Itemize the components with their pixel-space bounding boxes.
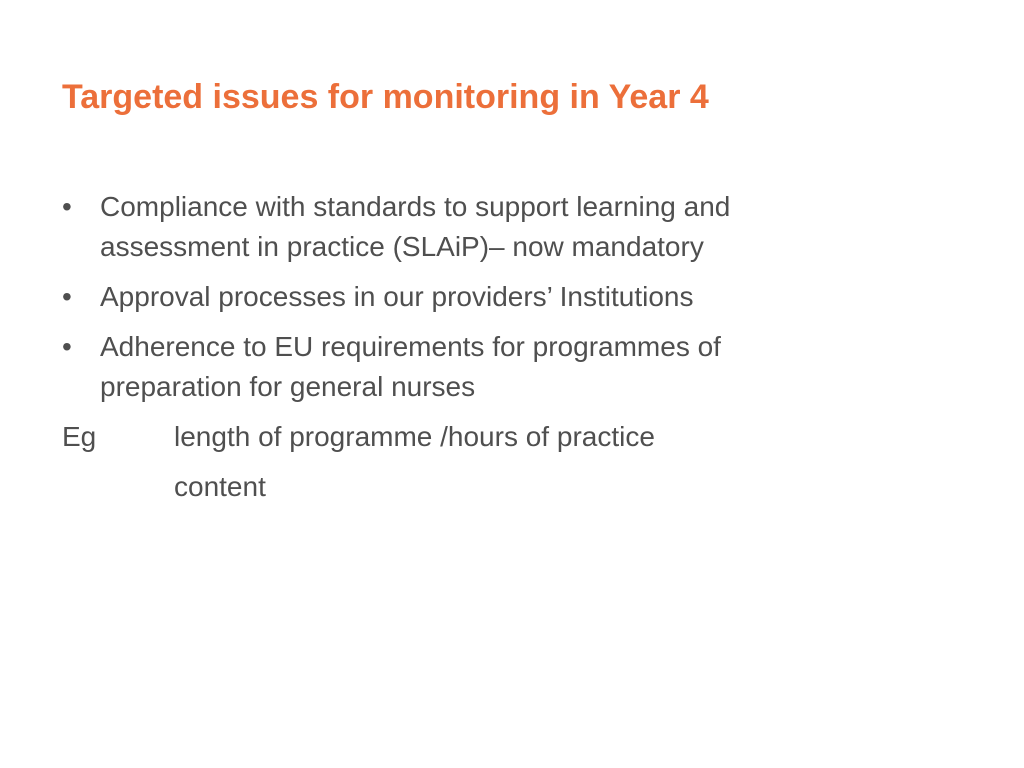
- bullet-dot-icon: •: [62, 331, 72, 362]
- example-item: length of programme /hours of practice: [174, 421, 655, 452]
- bullet-item: [62, 327, 942, 407]
- example-row: [62, 417, 942, 457]
- example-row: [62, 467, 942, 507]
- slide-body: [62, 187, 942, 517]
- bullet-text-line: Compliance with standards to support learning and: [100, 191, 731, 222]
- example-item: content: [174, 471, 266, 502]
- bullet-dot-icon: •: [62, 191, 72, 222]
- bullet-item: [62, 187, 942, 267]
- bullet-item: [62, 277, 942, 317]
- example-label: Eg: [62, 421, 97, 452]
- bullet-dot-icon: •: [62, 281, 72, 312]
- bullet-text-line: preparation for general nurses: [100, 371, 476, 402]
- slide-title: Targeted issues for monitoring in Year 4: [62, 78, 709, 116]
- bullet-text-line: Adherence to EU requirements for programmes of: [100, 331, 721, 362]
- bullet-text-line: Approval processes in our providers’ Institutions: [100, 281, 694, 312]
- bullet-text-line: assessment in practice (SLAiP)– now mandatory: [100, 231, 704, 262]
